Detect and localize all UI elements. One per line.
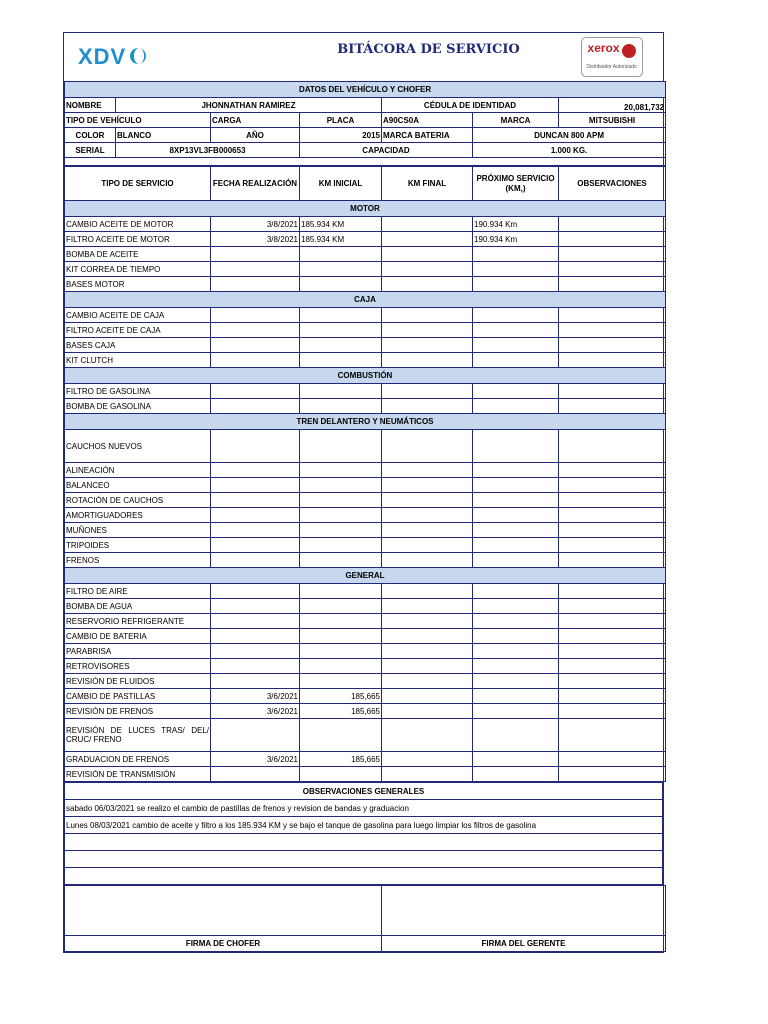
km-final-cell[interactable] (382, 689, 473, 704)
km-final-cell[interactable] (382, 767, 473, 782)
xerox-logo-subtitle: Distribuidor Autorizado (586, 64, 637, 70)
observacion-cell[interactable] (559, 752, 666, 767)
proximo-cell[interactable] (473, 384, 559, 399)
fecha-cell[interactable]: 3/8/2021 (211, 217, 300, 232)
table-row (65, 277, 666, 292)
serial-value: 8XP13VL3FB000653 (116, 143, 300, 158)
observacion-cell[interactable] (559, 659, 666, 674)
fecha-cell[interactable] (211, 584, 300, 599)
cedula-label: CÉDULA DE IDENTIDAD (382, 98, 559, 113)
observacion-line[interactable] (65, 851, 663, 868)
km-final-cell[interactable] (382, 704, 473, 719)
capacidad-label: CAPACIDAD (300, 143, 473, 158)
proximo-cell[interactable] (473, 614, 559, 629)
section-title: CAJA (65, 292, 666, 308)
proximo-cell[interactable] (473, 399, 559, 414)
proximo-cell[interactable] (473, 538, 559, 553)
table-row (65, 584, 666, 599)
km-final-cell[interactable] (382, 538, 473, 553)
table-row (65, 384, 666, 399)
table-row (65, 463, 666, 478)
km-final-cell[interactable] (382, 614, 473, 629)
proximo-cell[interactable] (473, 659, 559, 674)
section-title: GENERAL (65, 568, 666, 584)
km-inicial-cell[interactable] (300, 523, 382, 538)
km-final-cell[interactable] (382, 493, 473, 508)
col-observaciones: OBSERVACIONES (559, 167, 666, 201)
km-inicial-cell[interactable] (300, 353, 382, 368)
placa-value: A90CS0A (382, 113, 473, 128)
table-row (65, 553, 666, 568)
km-final-cell[interactable] (382, 478, 473, 493)
service-name-cell: CAMBIO DE PASTILLAS (65, 689, 211, 704)
km-inicial-cell[interactable] (300, 659, 382, 674)
fecha-cell[interactable] (211, 508, 300, 523)
fecha-cell[interactable] (211, 353, 300, 368)
proximo-cell[interactable] (473, 463, 559, 478)
header-table (64, 33, 665, 81)
table-row (65, 508, 666, 523)
service-name-cell: FILTRO ACEITE DE MOTOR (65, 232, 211, 247)
marca-label: MARCA (473, 113, 559, 128)
color-label: COLOR (65, 128, 116, 143)
table-row (65, 629, 666, 644)
table-row (65, 538, 666, 553)
km-inicial-cell[interactable] (300, 538, 382, 553)
proximo-cell[interactable] (473, 262, 559, 277)
km-inicial-cell[interactable] (300, 629, 382, 644)
fecha-cell[interactable] (211, 323, 300, 338)
fecha-cell[interactable] (211, 399, 300, 414)
km-final-cell[interactable] (382, 659, 473, 674)
fecha-cell[interactable] (211, 308, 300, 323)
km-final-cell[interactable] (382, 523, 473, 538)
km-final-cell[interactable] (382, 599, 473, 614)
km-inicial-cell[interactable] (300, 323, 382, 338)
col-fecha: FECHA REALIZACIÓN (211, 167, 300, 201)
firma-gerente-label: FIRMA DEL GERENTE (382, 936, 666, 952)
observacion-cell[interactable] (559, 323, 666, 338)
km-inicial-cell[interactable] (300, 644, 382, 659)
xdv-logo-text: XDV (78, 43, 127, 69)
km-final-cell[interactable] (382, 719, 473, 752)
km-inicial-cell[interactable] (300, 614, 382, 629)
table-row (65, 478, 666, 493)
xdv-logo (64, 33, 299, 81)
service-name-cell: BOMBA DE GASOLINA (65, 399, 211, 414)
marca-value: MITSUBISHI (559, 113, 666, 128)
bateria-label: MARCA BATERIA (382, 128, 473, 143)
service-name-cell: REVISIÓN DE LUCES TRAS/ DEL/ CRUC/ FRENO (65, 719, 211, 752)
observacion-cell[interactable] (559, 674, 666, 689)
proximo-cell[interactable]: 190.934 Km (473, 217, 559, 232)
fecha-cell[interactable] (211, 277, 300, 292)
fecha-cell[interactable] (211, 523, 300, 538)
table-row (65, 262, 666, 277)
km-final-cell[interactable] (382, 247, 473, 262)
observacion-cell[interactable] (559, 644, 666, 659)
service-name-cell: CAUCHOS NUEVOS (65, 430, 211, 463)
service-name-cell: CAMBIO ACEITE DE CAJA (65, 308, 211, 323)
proximo-cell[interactable] (473, 523, 559, 538)
xerox-logo-text: xerox (587, 41, 620, 55)
observacion-cell[interactable] (559, 232, 666, 247)
service-name-cell: BOMBA DE AGUA (65, 599, 211, 614)
service-name-cell: BASES CAJA (65, 338, 211, 353)
km-inicial-cell[interactable] (300, 767, 382, 782)
proximo-cell[interactable] (473, 752, 559, 767)
km-final-cell[interactable] (382, 629, 473, 644)
spacer-row (65, 158, 666, 166)
km-inicial-cell[interactable]: 185,665 (300, 752, 382, 767)
observacion-line[interactable]: Lunes 08/03/2021 cambio de aceite y filtro a los 185.934 KM y se bajo el tanque de gasolina para luego limpiar los filtros de gasolina (65, 817, 663, 834)
tipo-value: CARGA (211, 113, 300, 128)
km-inicial-cell[interactable] (300, 508, 382, 523)
service-name-cell: FRENOS (65, 553, 211, 568)
table-row (65, 217, 666, 232)
km-inicial-cell[interactable]: 185,665 (300, 704, 382, 719)
observacion-cell[interactable] (559, 614, 666, 629)
km-final-cell[interactable] (382, 338, 473, 353)
proximo-cell[interactable] (473, 323, 559, 338)
observacion-cell[interactable] (559, 493, 666, 508)
table-row (65, 399, 666, 414)
firma-gerente-box[interactable] (382, 886, 666, 936)
observacion-cell[interactable] (559, 399, 666, 414)
table-row (65, 767, 666, 782)
table-row (65, 338, 666, 353)
km-final-cell[interactable] (382, 217, 473, 232)
tipo-label: TIPO DE VEHÍCULO (65, 113, 211, 128)
km-final-cell[interactable] (382, 508, 473, 523)
km-inicial-cell[interactable] (300, 384, 382, 399)
service-name-cell: PARABRISA (65, 644, 211, 659)
service-name-cell: AMORTIGUADORES (65, 508, 211, 523)
nombre-label: NOMBRE (65, 98, 116, 113)
fecha-cell[interactable] (211, 247, 300, 262)
fecha-cell[interactable] (211, 478, 300, 493)
service-name-cell: RETROVISORES (65, 659, 211, 674)
signature-table (64, 885, 666, 952)
observacion-cell[interactable] (559, 553, 666, 568)
proximo-cell[interactable]: 190.934 Km (473, 232, 559, 247)
km-inicial-cell[interactable]: 185.934 KM (300, 232, 382, 247)
fecha-cell[interactable] (211, 538, 300, 553)
service-name-cell: BALANCEO (65, 478, 211, 493)
table-row (65, 614, 666, 629)
vehicle-section-title: DATOS DEL VEHÍCULO Y CHOFER (65, 82, 666, 98)
observacion-cell[interactable] (559, 629, 666, 644)
proximo-cell[interactable] (473, 644, 559, 659)
proximo-cell[interactable] (473, 247, 559, 262)
km-inicial-cell[interactable] (300, 430, 382, 463)
service-name-cell: FILTRO ACEITE DE CAJA (65, 323, 211, 338)
page-title: BITÁCORA DE SERVICIO (337, 42, 520, 57)
observacion-cell[interactable] (559, 353, 666, 368)
fecha-cell[interactable] (211, 629, 300, 644)
fecha-cell[interactable] (211, 553, 300, 568)
anio-value: 2015 (300, 128, 382, 143)
proximo-cell[interactable] (473, 430, 559, 463)
xerox-sphere-icon (622, 44, 636, 58)
proximo-cell[interactable] (473, 493, 559, 508)
proximo-cell[interactable] (473, 553, 559, 568)
km-inicial-cell[interactable] (300, 584, 382, 599)
km-final-cell[interactable] (382, 463, 473, 478)
vehicle-data-table (64, 81, 666, 166)
service-name-cell: BASES MOTOR (65, 277, 211, 292)
observacion-cell[interactable] (559, 277, 666, 292)
col-km-inicial: KM INICIAL (300, 167, 382, 201)
firma-chofer-label: FIRMA DE CHOFER (65, 936, 382, 952)
km-final-cell[interactable] (382, 584, 473, 599)
service-name-cell: REVISIÓN DE FRENOS (65, 704, 211, 719)
table-row (65, 752, 666, 767)
fecha-cell[interactable] (211, 599, 300, 614)
serial-label: SERIAL (65, 143, 116, 158)
service-name-cell: TRIPOIDES (65, 538, 211, 553)
km-inicial-cell[interactable] (300, 262, 382, 277)
observacion-cell[interactable] (559, 384, 666, 399)
fecha-cell[interactable] (211, 614, 300, 629)
fecha-cell[interactable] (211, 719, 300, 752)
table-row (65, 430, 666, 463)
fecha-cell[interactable]: 3/6/2021 (211, 704, 300, 719)
observacion-cell[interactable] (559, 599, 666, 614)
proximo-cell[interactable] (473, 338, 559, 353)
km-final-cell[interactable] (382, 644, 473, 659)
service-name-cell: GRADUACION DE FRENOS (65, 752, 211, 767)
km-final-cell[interactable] (382, 277, 473, 292)
table-row (65, 247, 666, 262)
col-tipo-servicio: TIPO DE SERVICIO (65, 167, 211, 201)
km-final-cell[interactable] (382, 232, 473, 247)
km-inicial-cell[interactable] (300, 599, 382, 614)
proximo-cell[interactable] (473, 674, 559, 689)
km-inicial-cell[interactable] (300, 308, 382, 323)
observacion-cell[interactable] (559, 584, 666, 599)
km-inicial-cell[interactable]: 185.934 KM (300, 217, 382, 232)
km-final-cell[interactable] (382, 399, 473, 414)
observacion-cell[interactable] (559, 338, 666, 353)
km-final-cell[interactable] (382, 752, 473, 767)
km-final-cell[interactable] (382, 674, 473, 689)
fecha-cell[interactable] (211, 463, 300, 478)
observacion-cell[interactable] (559, 463, 666, 478)
observacion-line[interactable] (65, 868, 663, 885)
proximo-cell[interactable] (473, 704, 559, 719)
service-name-cell: ALINEACIÓN (65, 463, 211, 478)
observacion-cell[interactable] (559, 719, 666, 752)
observacion-cell[interactable] (559, 217, 666, 232)
proximo-cell[interactable] (473, 508, 559, 523)
proximo-cell[interactable] (473, 599, 559, 614)
proximo-cell[interactable] (473, 767, 559, 782)
col-km-final: KM FINAL (382, 167, 473, 201)
service-name-cell: REVISIÓN DE TRANSMISIÓN (65, 767, 211, 782)
observaciones-table (64, 782, 663, 885)
km-inicial-cell[interactable] (300, 338, 382, 353)
service-name-cell: CAMBIO DE BATERIA (65, 629, 211, 644)
bateria-value: DUNCAN 800 APM (473, 128, 666, 143)
table-row (65, 523, 666, 538)
color-value: BLANCO (116, 128, 211, 143)
fecha-cell[interactable]: 3/6/2021 (211, 689, 300, 704)
observacion-cell[interactable] (559, 308, 666, 323)
observacion-cell[interactable] (559, 508, 666, 523)
km-inicial-cell[interactable] (300, 553, 382, 568)
placa-label: PLACA (300, 113, 382, 128)
proximo-cell[interactable] (473, 277, 559, 292)
proximo-cell[interactable] (473, 584, 559, 599)
fecha-cell[interactable] (211, 493, 300, 508)
km-inicial-cell[interactable] (300, 463, 382, 478)
km-inicial-cell[interactable] (300, 247, 382, 262)
observacion-cell[interactable] (559, 478, 666, 493)
proximo-cell[interactable] (473, 719, 559, 752)
service-name-cell: FILTRO DE GASOLINA (65, 384, 211, 399)
proximo-cell[interactable] (473, 308, 559, 323)
observacion-line[interactable]: sabado 06/03/2021 se realizo el cambio de pastillas de frenos y revision de bandas y graduacion (65, 800, 663, 817)
proximo-cell[interactable] (473, 353, 559, 368)
service-log-sheet (63, 32, 664, 953)
observaciones-title: OBSERVACIONES GENERALES (65, 783, 663, 800)
service-name-cell: ROTACIÓN DE CAUCHOS (65, 493, 211, 508)
table-row (65, 644, 666, 659)
fecha-cell[interactable] (211, 430, 300, 463)
table-row (65, 689, 666, 704)
observacion-cell[interactable] (559, 704, 666, 719)
km-final-cell[interactable] (382, 384, 473, 399)
km-inicial-cell[interactable] (300, 399, 382, 414)
table-row (65, 599, 666, 614)
fecha-cell[interactable]: 3/6/2021 (211, 752, 300, 767)
service-name-cell: MUÑONES (65, 523, 211, 538)
fecha-cell[interactable] (211, 338, 300, 353)
anio-label: AÑO (211, 128, 300, 143)
firma-chofer-box[interactable] (65, 886, 382, 936)
section-title: COMBUSTIÓN (65, 368, 666, 384)
km-inicial-cell[interactable] (300, 478, 382, 493)
km-final-cell[interactable] (382, 308, 473, 323)
fecha-cell[interactable]: 3/8/2021 (211, 232, 300, 247)
table-row (65, 674, 666, 689)
service-name-cell: RESERVORIO REFRIGERANTE (65, 614, 211, 629)
xerox-logo (558, 33, 665, 81)
km-inicial-cell[interactable]: 185,665 (300, 689, 382, 704)
observacion-cell[interactable] (559, 767, 666, 782)
km-inicial-cell[interactable] (300, 277, 382, 292)
table-row (65, 232, 666, 247)
km-inicial-cell[interactable] (300, 493, 382, 508)
cedula-value: 20,081,732 (559, 98, 666, 113)
table-row (65, 323, 666, 338)
table-row (65, 659, 666, 674)
fecha-cell[interactable] (211, 384, 300, 399)
km-final-cell[interactable] (382, 553, 473, 568)
km-final-cell[interactable] (382, 353, 473, 368)
observacion-line[interactable] (65, 834, 663, 851)
nombre-value: JHONNATHAN RAMIREZ (116, 98, 382, 113)
fecha-cell[interactable] (211, 262, 300, 277)
proximo-cell[interactable] (473, 629, 559, 644)
service-name-cell: FILTRO DE AIRE (65, 584, 211, 599)
service-name-cell: BOMBA DE ACEITE (65, 247, 211, 262)
table-row (65, 493, 666, 508)
observacion-cell[interactable] (559, 430, 666, 463)
observacion-cell[interactable] (559, 523, 666, 538)
km-final-cell[interactable] (382, 430, 473, 463)
drop-icon (130, 48, 146, 64)
section-title: MOTOR (65, 201, 666, 217)
service-name-cell: KIT CORREA DE TIEMPO (65, 262, 211, 277)
km-inicial-cell[interactable] (300, 674, 382, 689)
km-inicial-cell[interactable] (300, 719, 382, 752)
proximo-cell[interactable] (473, 689, 559, 704)
column-header-row (65, 167, 666, 201)
fecha-cell[interactable] (211, 644, 300, 659)
fecha-cell[interactable] (211, 674, 300, 689)
table-row (65, 353, 666, 368)
fecha-cell[interactable] (211, 659, 300, 674)
services-table (64, 166, 666, 782)
km-final-cell[interactable] (382, 323, 473, 338)
observacion-cell[interactable] (559, 262, 666, 277)
observacion-cell[interactable] (559, 247, 666, 262)
service-name-cell: REVISIÓN DE FLUIDOS (65, 674, 211, 689)
table-row (65, 308, 666, 323)
table-row (65, 704, 666, 719)
service-name-cell: KIT CLUTCH (65, 353, 211, 368)
service-name-cell: CAMBIO ACEITE DE MOTOR (65, 217, 211, 232)
capacidad-value: 1.000 KG. (473, 143, 666, 158)
col-proximo: PRÓXIMO SERVICIO (KM,) (473, 167, 559, 201)
proximo-cell[interactable] (473, 478, 559, 493)
km-final-cell[interactable] (382, 262, 473, 277)
table-row (65, 719, 666, 752)
fecha-cell[interactable] (211, 767, 300, 782)
observacion-cell[interactable] (559, 689, 666, 704)
section-title: TREN DELANTERO Y NEUMÁTICOS (65, 414, 666, 430)
observacion-cell[interactable] (559, 538, 666, 553)
